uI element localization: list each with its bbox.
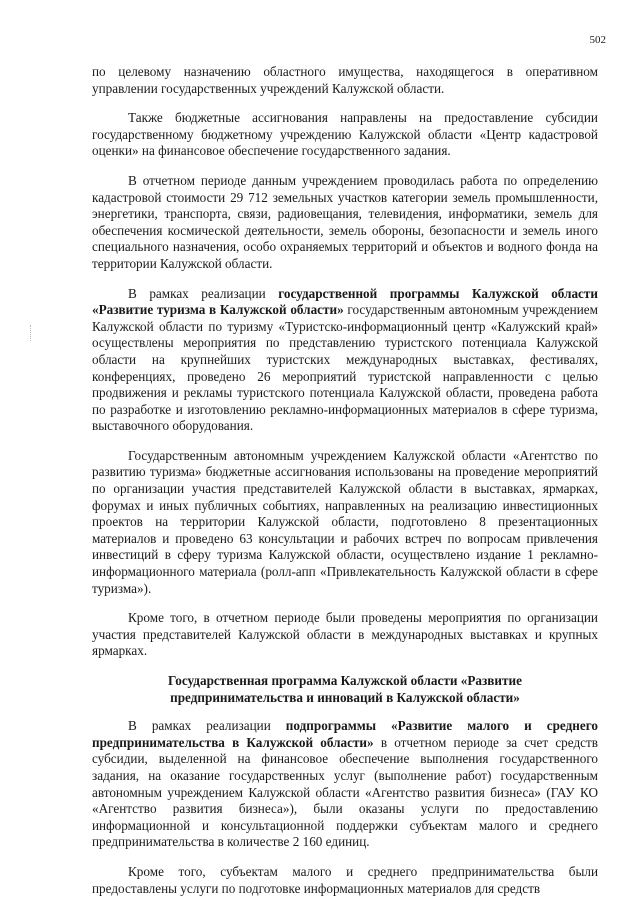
paragraph-tourism-agency: Государственным автономным учреждением Калужской области «Агентство по развитию туризма» бюджетные ассигнования использованы на проведение мероприятий по организации участия представителей Калужской области в выставках, ярмарках, форумах и иных публичных событиях, направленных на реализацию инвестиционных проектов на территории Калужской области, подготовлено 8 презентационных материалов и проведено 63 консультации и рабочих встреч по вопросам привлечения инвестиций в сферу туризма Калужской области, осуществлено издание 1 рекламно-информационного материала (ролл-апп «Привлекательность Калужской области в сфере туризма»). xyxy=(92,447,598,596)
paragraph-continuation: по целевому назначению областного имущества, находящегося в оперативном управлении государственных учреждений Калужской области. xyxy=(92,64,598,96)
program-name-tourism: государственной программы Калужской области «Развитие туризма в Калужской области» xyxy=(92,285,598,318)
paragraph-sme-services: Кроме того, субъектам малого и среднего предпринимательства были предоставлены услуги по подготовке информационных материалов для средств xyxy=(92,863,598,896)
subprogram-name-sme: подпрограммы «Развитие малого и среднего предпринимательства в Калужской области» xyxy=(92,718,598,750)
section-heading-line-2: предпринимательства и инноваций в Калужской области» xyxy=(170,689,520,705)
paragraph-subsidy: Также бюджетные ассигнования направлены на предоставление субсидии государственному бюджетному учреждению Калужской области «Центр кадастровой оценки» на финансовое обеспечение государственного задания. xyxy=(92,110,598,159)
scan-margin-mark xyxy=(30,325,33,341)
paragraph-sme-body: в отчетном периоде за счет средств субсидии, выделенной на финансовое обеспечение выполнения государственного задания, на оказание государственных услуг (выполнение работ) государственным автономным учреждением Калужской области «Агентство развития бизнеса» (ГАУ КО «Агентство развития бизнеса»), были оказаны услуги по предоставлению информационной и консультационной поддержки субъектам малого и среднего предпринимательства в количестве 2 160 единиц. xyxy=(92,734,598,850)
paragraph-exhibitions: Кроме того, в отчетном периоде были проведены мероприятия по организации участия представителей Калужской области в международных выставках и крупных ярмарках. xyxy=(92,610,598,659)
page-number: 502 xyxy=(589,34,606,46)
paragraph-tourism-intro: В рамках реализации xyxy=(128,285,279,301)
section-heading-line-1: Государственная программа Калужской области «Развитие xyxy=(168,673,522,688)
page-body xyxy=(92,64,598,910)
paragraph-sme-intro: В рамках реализации xyxy=(128,718,286,734)
paragraph-cadastral: В отчетном периоде данным учреждением проводилась работа по определению кадастровой стоимости 29 712 земельных участков категории земель промышленности, энергетики, транспорта, связи, радиовещания, телевидения, информатики, земель для обеспечения космической деятельности, земель обороны, безопасности и земель иного специального назначения, особо охраняемых территорий и объектов и водного фонда на территории Калужской области. xyxy=(92,172,598,271)
paragraph-tourism-body: государственным автономным учреждением Калужской области по туризму «Туристско-информационный центр «Калужский край» осуществлены мероприятия по представлению туристского потенциала Калужской области на крупнейших туристских международных выставках, фестивалях, конференциях, проведено 26 мероприятий туристской направленности с целью продвижения и рекламы туристского потенциала Калужской области, проведена работа по разработке и изготовлению рекламно-информационных материалов в сфере туризма, выставочного оборудования. xyxy=(92,302,598,434)
paragraph-tourism-program xyxy=(92,286,598,435)
paragraph-sme-subprogram xyxy=(92,718,598,851)
section-heading xyxy=(92,673,598,706)
